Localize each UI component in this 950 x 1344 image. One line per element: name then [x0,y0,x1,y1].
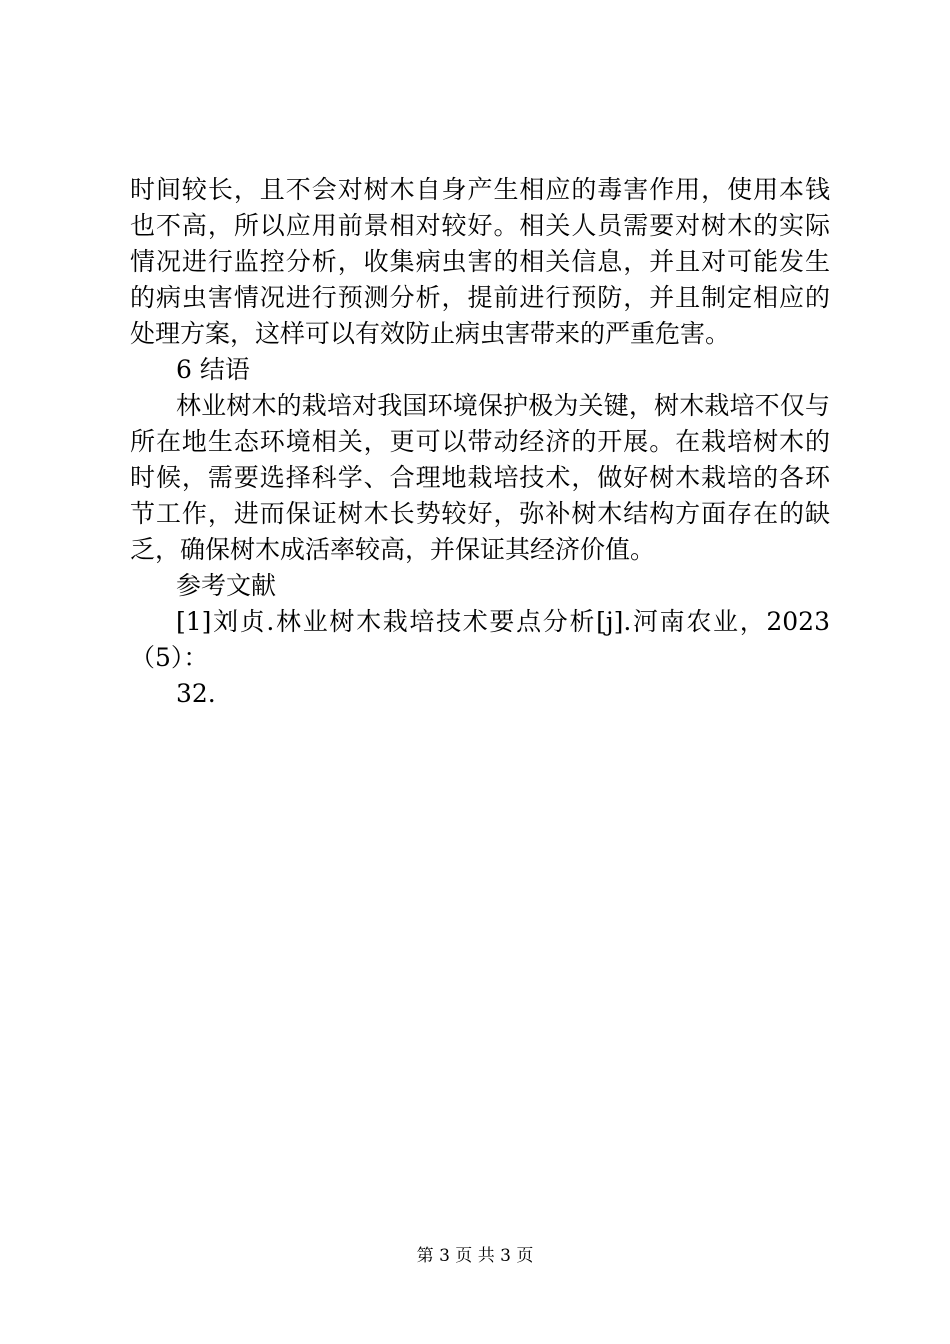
paragraph-line: 所在地生态环境相关，更可以带动经济的开展。在栽培树木的 [130,427,830,456]
paragraph-line: 节工作，进而保证树木长势较好，弥补树木结构方面存在的缺 [130,499,830,528]
paragraph-line: 情况进行监控分析，收集病虫害的相关信息，并且对可能发生 [130,247,830,276]
reference-entry: 32. [176,679,216,708]
paragraph-line: 时间较长，且不会对树木自身产生相应的毒害作用，使用本钱 [130,175,830,204]
reference-entry: [1]刘贞.林业树木栽培技术要点分析[j].河南农业，2023 [176,607,830,636]
references-heading: 参考文献 [176,571,277,600]
paragraph-line: 的病虫害情况进行预测分析，提前进行预防，并且制定相应的 [130,283,830,312]
page-number-footer: 第 3 页 共 3 页 [416,1246,534,1266]
paragraph-line: 林业树木的栽培对我国环境保护极为关键，树木栽培不仅与 [176,391,830,420]
paragraph-line: 处理方案，这样可以有效防止病虫害带来的严重危害。 [130,319,731,348]
paragraph-line: 乏，确保树木成活率较高，并保证其经济价值。 [130,535,656,564]
section-heading: 6 结语 [176,355,250,384]
paragraph-line: 也不高，所以应用前景相对较好。相关人员需要对树木的实际 [130,211,830,240]
paragraph-line: 时候，需要选择科学、合理地栽培技术，做好树木栽培的各环 [130,463,830,492]
reference-entry: （5）： [130,643,209,672]
document-body [130,172,830,712]
